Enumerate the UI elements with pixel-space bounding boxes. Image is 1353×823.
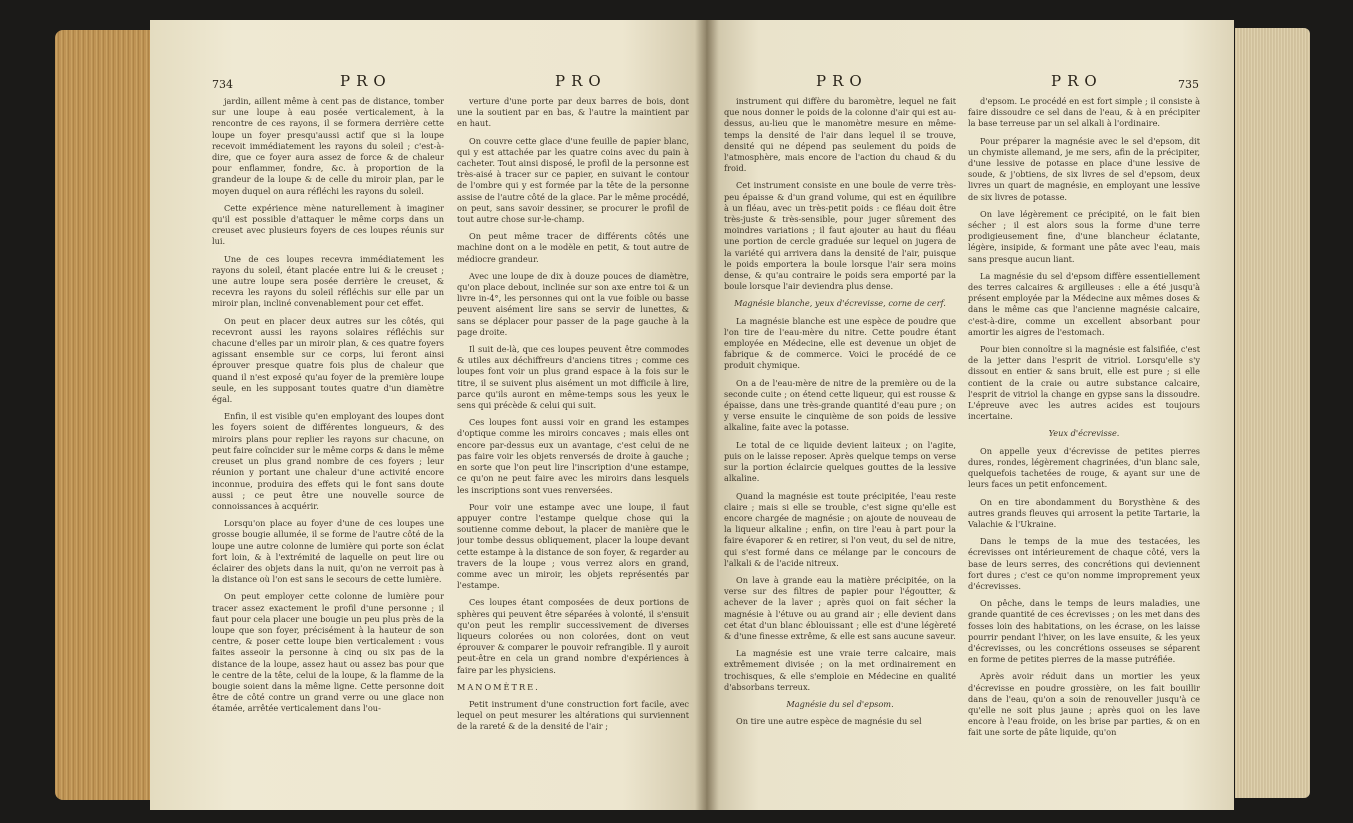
paragraph: On peut même tracer de différents côtés une machine dont on a le modèle en petit, & tout autre de médiocre grandeur. [457, 231, 689, 264]
section-title: Yeux d'écrevisse. [1048, 428, 1120, 439]
paragraph: Une de ces loupes recevra immédiatement les rayons du soleil, étant placée entre lui & le creuset ; une autre loupe sera posée derrière le creuset, & recevra les rayons du soleil réfléchis sur elle par un miroir plan, incliné convenablement pour cet effet. [212, 253, 444, 309]
book-edge-left [55, 30, 165, 800]
paragraph: verture d'une porte par deux barres de bois, dont une la soutient par en bas, & l'autre la maintient par en haut. [457, 96, 689, 129]
right-header-left: PRO [816, 72, 868, 90]
paragraph: On lave à grande eau la matière précipitée, on la verse sur des filtres de papier pour l'égoutter, & achever de la laver ; après quoi on fait sécher la magnésie à l'étuve ou au grand air ; elle devient dans cet état d'un blanc éblouissant ; elle est d'une légèreté & d'une finesse extrême, & elle est sans aucune saveur. [724, 574, 956, 641]
paragraph: Avec une loupe de dix à douze pouces de diamètre, qu'on place debout, inclinée sur son axe entre toi & un livre in-4°, les personnes qui ont la vue foible ou basse peuvent aisément lire sans se servir de lunettes, & sans se déplacer pour passer de la page gauche à la page droite. [457, 270, 689, 337]
paragraph: Quand la magnésie est toute précipitée, l'eau reste claire ; mais si elle se trouble, c'est signe qu'elle est encore chargée de magnésie ; on ajoute de nouveau de la liqueur alkaline ; enfin, on tire l'eau à part pour la faire évaporer & en retirer, si l'on veut, du sel de nitre, qui s'est formé dans ce mélange par le concours de l'alkali & de l'acide nitreux. [724, 490, 956, 568]
paragraph: La magnésie est une vraie terre calcaire, mais extrêmement divisée ; on la met ordinairement en trochisques, & elle s'emploie en Médecine en qualité d'absorbans terreux. [724, 648, 956, 692]
paragraph: Il suit de-là, que ces loupes peuvent être commodes & utiles aux déchiffreurs d'anciens titres ; comme ces loupes font voir un plus grand espace à la fois sur le titre, il se suivent plus aisément un mot difficile à lire, parce qu'ils auront en même-temps sous les yeux le sens qui précède & celui qui suit. [457, 344, 689, 411]
right-page-number: 735 [1178, 78, 1199, 91]
paragraph: On peut en placer deux autres sur les côtés, qui recevront aussi les rayons solaires réfléchis sur chacune d'elles par un miroir plan, & ces quatre foyers agissant ensemble sur ce corps, lui feront ainsi éprouver presque quatre fois plus de chaleur que quand il n'est exposé qu'au foyer de la première loupe seule, en les supposant toutes quatre d'un diamètre égal. [212, 315, 444, 405]
paragraph: Cet instrument consiste en une boule de verre très-peu épaisse & d'un grand volume, qui est en équilibre à un fléau, avec un très-petit poids : ce fléau doit être très-juste & très-sensible, pour juger sûrement des moindres variations ; il faut ajouter au haut du fléau une portion de cercle graduée sur lequel on jugera de la variété qui arrivera dans la densité de l'air, puisque le poids emportera la boule lorsque l'air sera moins dense, & qu'au contraire le poids sera emporté par la boule lorsque l'air deviendra plus dense. [724, 180, 956, 292]
paragraph: Cette expérience mène naturellement à imaginer qu'il est possible d'attaquer le même corps dans un creuset avec plusieurs foyers de ces loupes réunis sur lui. [212, 202, 444, 247]
left-column-2 [457, 96, 689, 786]
book-edge-right [1235, 28, 1310, 798]
paragraph: Pour bien connoître si la magnésie est falsifiée, c'est de la jetter dans l'esprit de vitriol. Lorsqu'elle s'y dissout en entier & sans bruit, elle est pure ; si elle contient de la craie ou autre substance calcaire, l'esprit de vitriol la change en gypse sans la dissoudre. L'épreuve avec les autres acides est toujours incertaine. [968, 344, 1200, 422]
left-page-number: 734 [212, 78, 233, 91]
paragraph: Enfin, il est visible qu'en employant des loupes dont les foyers soient de différentes longueurs, & des miroirs plans pour replier les rayons sur chacune, on peut faire coïncider sur le même corps & dans le même creuset un plus grand nombre de ces foyers ; leur réunion y portant une chaleur d'une activité encore inconnue, produira des effets qui le font sans doute aussi ; ce peut être une nouvelle source de connoissances à acquérir. [212, 411, 444, 511]
paragraph: Le total de ce liquide devient laiteux ; on l'agite, puis on le laisse reposer. Après quelque temps on verse sur la portion éclaircie quelques gouttes de la lessive alkaline. [724, 439, 956, 484]
paragraph: On couvre cette glace d'une feuille de papier blanc, qui y est attachée par les quatre coins avec du pain à cacheter. Tout ainsi disposé, le profil de la personne est très-aisé à tracer sur ce papier, en suivant le contour de l'ombre qui y est formée par la tête de la personne assise de l'autre côté de la glace. Par le même procédé, on peut, sans savoir dessiner, se procurer le profil de tout autre chose sur-le-champ. [457, 135, 689, 225]
paragraph: Lorsqu'on place au foyer d'une de ces loupes une grosse bougie allumée, il se forme de l'autre côté de la loupe une autre colonne de lumière qui porte son éclat fort loin, & à l'extrémité de laquelle on peut lire ou éclairer des objets dans la nuit, qu'on ne verroit pas à la distance où l'on est sans le secours de cette lumière. [212, 518, 444, 585]
paragraph: On tire une autre espèce de magnésie du sel [736, 716, 922, 727]
right-header-right: PRO [1051, 72, 1103, 90]
paragraph: Pour voir une estampe avec une loupe, il faut appuyer contre l'estampe quelque chose qui la soutienne comme debout, la placer de manière que le jour tombe dessus obliquement, placer la loupe devant cette estampe à la distance de son foyer, & regarder au travers de la loupe ; vous verrez alors en grand, comme avec un miroir, les objets représentés par l'estampe. [457, 501, 689, 591]
paragraph: Ces loupes font aussi voir en grand les estampes d'optique comme les miroirs concaves ; mais elles ont encore par-dessus eux un avantage, c'est celui de ne pas faire voir les objets renversés de droite à gauche ; en sorte que l'on peut lire l'inscription d'une estampe, ce qu'on ne peut faire avec les miroirs dans lesquels les inscriptions sont vues renversées. [457, 417, 689, 495]
paragraph: On peut employer cette colonne de lumière pour tracer assez exactement le profil d'une personne ; il faut pour cela placer une bougie un peu plus près de la loupe que son foyer, précisément à la hauteur de son centre, & poser cette loupe bien verticalement : vous faites asseoir la personne à cinq ou six pas de la distance de la loupe, assez haut ou assez bas pour que le centre de la tête, celui de la loupe, & la flamme de la bougie soient dans la même ligne. Cette personne doit être de côté contre un grand verre ou une glace non étamée, arrêtée verticalement dans l'ou- [212, 591, 444, 714]
paragraph: On pêche, dans le temps de leurs maladies, une grande quantité de ces écrevisses ; on les met dans des fosses loin des habitations, on les écrase, on les laisse pourrir pendant l'hiver, on les lave ensuite, & les yeux d'écrevisses, ou les concrétions osseuses se séparent en forme de petites pierres de la masse putréfiée. [968, 598, 1200, 665]
paragraph: Pour préparer la magnésie avec le sel d'epsom, dit un chymiste allemand, je me sers, afin de la précipiter, d'une lessive de potasse en place d'une lessive de soude, & j'obtiens, de six livres de sel d'epsom, deux livres un quart de magnésie, en employant une lessive de six livres de potasse. [968, 135, 1200, 202]
right-page [706, 20, 1234, 810]
paragraph: On en tire abondamment du Borysthène & des autres grands fleuves qui arrosent la petite Tartarie, la Valachie & l'Ukraine. [968, 496, 1200, 529]
paragraph: Ces loupes étant composées de deux portions de sphères qui peuvent être séparées à volonté, il s'ensuit qu'on peut les remplir successivement de diverses liqueurs colorées ou non colorées, dont on veut éprouver & comparer le pouvoir refrangible. Il y auroit peut-être en cela un grand nombre d'expériences à faire par les physiciens. [457, 597, 689, 675]
paragraph: Dans le temps de la mue des testacées, les écrevisses ont intérieurement de chaque côté, vers la base de leurs serres, des concrétions qui deviennent fort dures ; c'est ce qu'on nomme improprement yeux d'écrevisses. [968, 536, 1200, 591]
left-header-right: PRO [555, 72, 607, 90]
paragraph: On lave légèrement ce précipité, on le fait bien sécher ; il est alors sous la forme d'une terre prodigieusement fine, d'une blancheur éclatante, légère, insipide, & formant une pâte avec l'eau, mais sans presque aucun liant. [968, 208, 1200, 264]
left-page [150, 20, 706, 810]
paragraph: Petit instrument d'une construction fort facile, avec lequel on peut mesurer les altérations qui surviennent de la rareté & de la densité de l'air ; [457, 698, 689, 732]
book-gutter [695, 20, 719, 810]
right-column-2 [968, 96, 1200, 786]
left-header-left: PRO [340, 72, 392, 90]
paragraph: instrument qui diffère du baromètre, lequel ne fait que nous donner le poids de la colonne d'air qui est au-dessus, au-lieu que le manomètre mesure en même-temps la densité de l'air dans lequel il se trouve, densité qui ne dépend pas seulement du poids de l'atmosphère, mais encore de l'action du chaud & du froid. [724, 96, 956, 174]
open-book [55, 20, 1310, 810]
paragraph: d'epsom. Le procédé en est fort simple ; il consiste à faire dissoudre ce sel dans de l'eau, & à en précipiter la base terreuse par un sel alkali à l'ordinaire. [968, 96, 1200, 129]
section-title: Magnésie du sel d'epsom. [786, 698, 894, 709]
paragraph: On appelle yeux d'écrevisse de petites pierres dures, rondes, légèrement chagrinées, d'un blanc sale, quelquefois tachetées de rouge, & ayant sur une de leurs faces un petit enfoncement. [968, 445, 1200, 490]
right-column-1 [724, 96, 956, 786]
section-heading: MANOMÈTRE. [457, 681, 540, 692]
paragraph: Après avoir réduit dans un mortier les yeux d'écrevisse en poudre grossière, on les fait bouillir dans de l'eau, qu'on a soin de renouveller jusqu'à ce qu'elle ne soit plus jaune ; après quoi on les lave encore à l'eau froide, on les brise par parties, & on en fait une sorte de pâte liquide, qu'on [968, 671, 1200, 738]
paragraph: On a de l'eau-mère de nitre de la première ou de la seconde cuite ; on étend cette liqueur, qui est rousse & épaisse, dans une très-grande quantité d'eau pure ; on y verse ensuite le cinquième de son poids de lessive alkaline, faite avec la potasse. [724, 377, 956, 433]
paragraph: jardin, aillent même à cent pas de distance, tomber sur une loupe à eau posée verticalement, à la rencontre de ces rayons, il se formera derrière cette loupe un foyer presqu'aussi actif que si la loupe recevoit immédiatement les rayons du soleil ; c'est-à-dire, que ce foyer aura assez de force & de chaleur pour enflammer, fondre, &c. à proportion de la grandeur de la loupe & de celle du miroir plan, par le moyen duquel on aura réfléchi les rayons du soleil. [212, 96, 444, 196]
paragraph: La magnésie du sel d'epsom diffère essentiellement des terres calcaires & argilleuses : elle a été jusqu'à présent employée par la Médecine aux mêmes doses & dans le même cas que l'ancienne magnésie calcaire, c'est-à-dire, comme un excellent absorbant pour amortir les aigres de l'estomach. [968, 270, 1200, 337]
section-title: Magnésie blanche, yeux d'écrevisse, corne de cerf. [734, 298, 946, 309]
paragraph: La magnésie blanche est une espèce de poudre que l'on tire de l'eau-mère du nitre. Cette poudre étant employée en Médecine, elle est devenue un objet de fabrique & de commerce. Voici le procédé de ce produit chymique. [724, 315, 956, 371]
left-column-1 [212, 96, 444, 786]
